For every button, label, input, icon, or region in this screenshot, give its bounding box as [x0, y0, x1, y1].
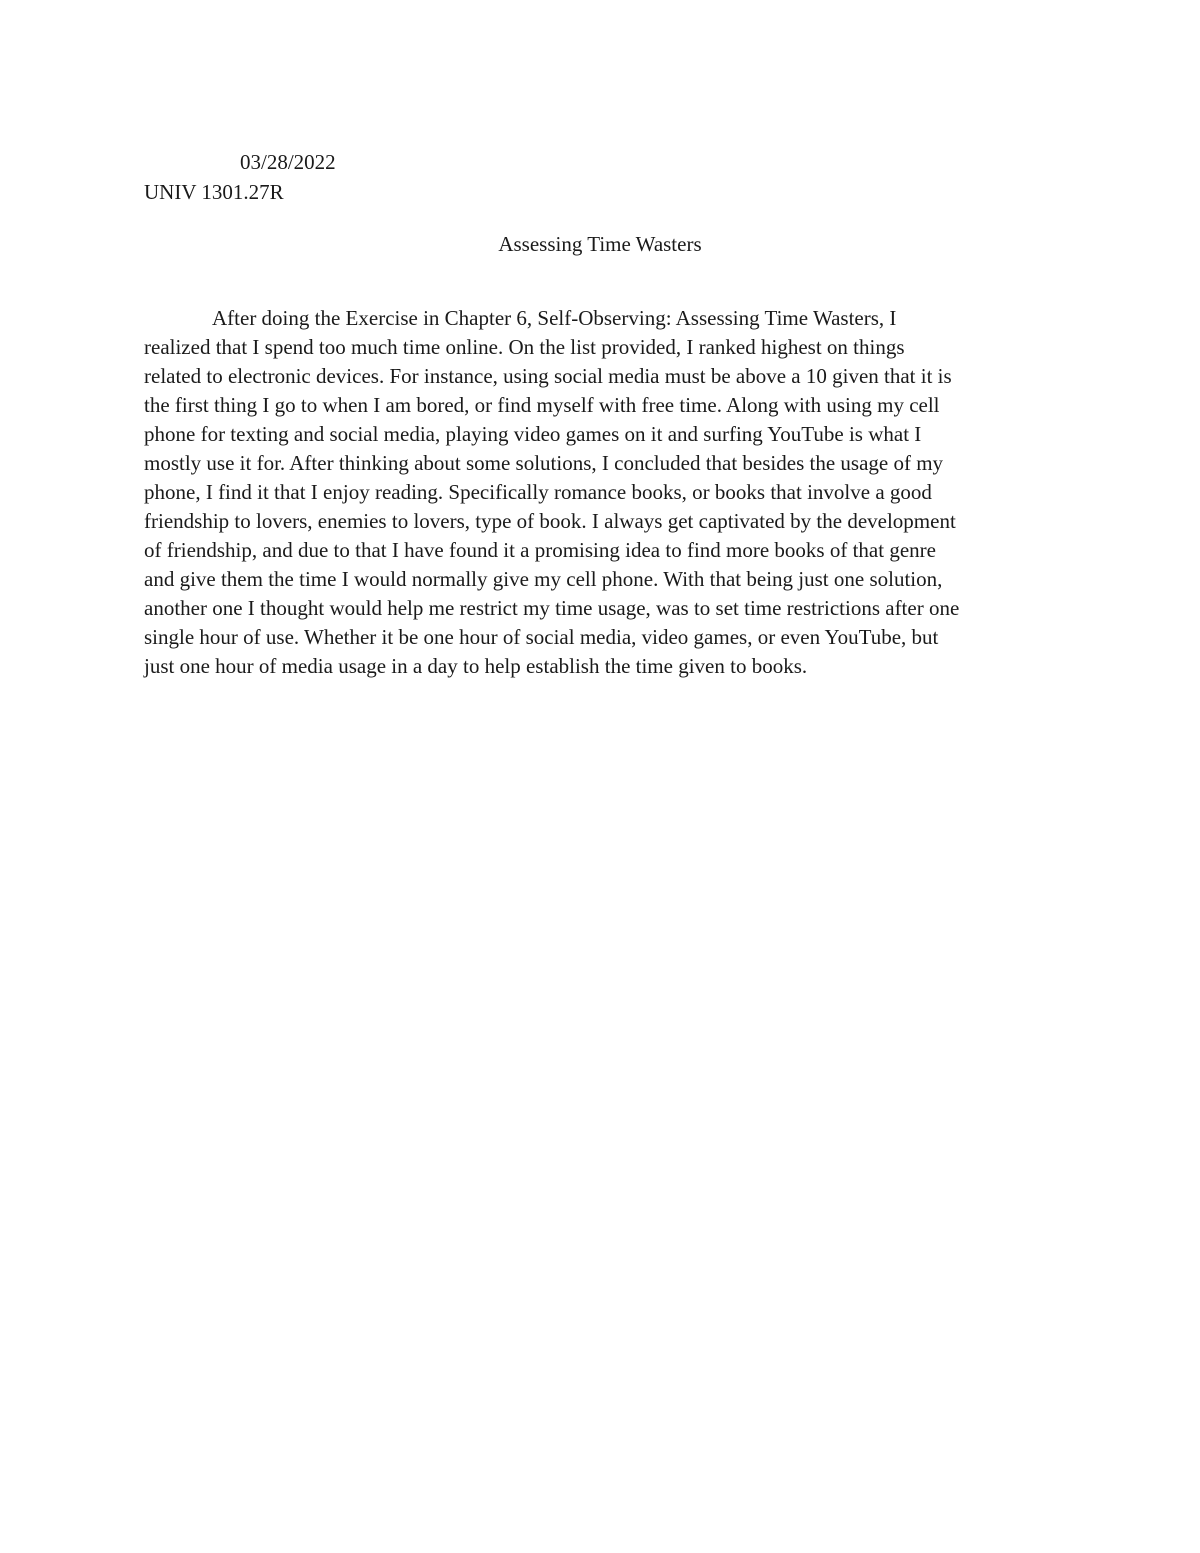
paragraph-line: and give them the time I would normally give my cell phone. With that being just one solution,: [144, 567, 943, 591]
paragraph-line: single hour of use. Whether it be one hour of social media, video games, or even YouTube, but: [144, 625, 939, 649]
header-date: 03/28/2022: [240, 150, 336, 174]
document-title: Assessing Time Wasters: [498, 232, 702, 256]
paragraph-line: phone, I find it that I enjoy reading. Specifically romance books, or books that involve a good: [144, 480, 932, 504]
paragraph-line: realized that I spend too much time online. On the list provided, I ranked highest on things: [144, 335, 905, 359]
paragraph-line: of friendship, and due to that I have found it a promising idea to find more books of that genre: [144, 538, 936, 562]
header-course: UNIV 1301.27R: [144, 180, 284, 204]
paragraph-line: just one hour of media usage in a day to help establish the time given to books.: [144, 654, 808, 678]
paragraph-line: phone for texting and social media, playing video games on it and surfing YouTube is what I: [144, 422, 922, 446]
body-paragraph: [144, 304, 1064, 681]
paragraph-line: friendship to lovers, enemies to lovers, type of book. I always get captivated by the development: [144, 509, 956, 533]
paragraph-line: After doing the Exercise in Chapter 6, Self-Observing: Assessing Time Wasters, I: [212, 306, 897, 330]
paragraph-line: the first thing I go to when I am bored, or find myself with free time. Along with using my cell: [144, 393, 940, 417]
paragraph-line: another one I thought would help me restrict my time usage, was to set time restrictions after one: [144, 596, 960, 620]
paragraph-line: mostly use it for. After thinking about some solutions, I concluded that besides the usage of my: [144, 451, 944, 475]
paragraph-line: related to electronic devices. For instance, using social media must be above a 10 given that it is: [144, 364, 952, 388]
